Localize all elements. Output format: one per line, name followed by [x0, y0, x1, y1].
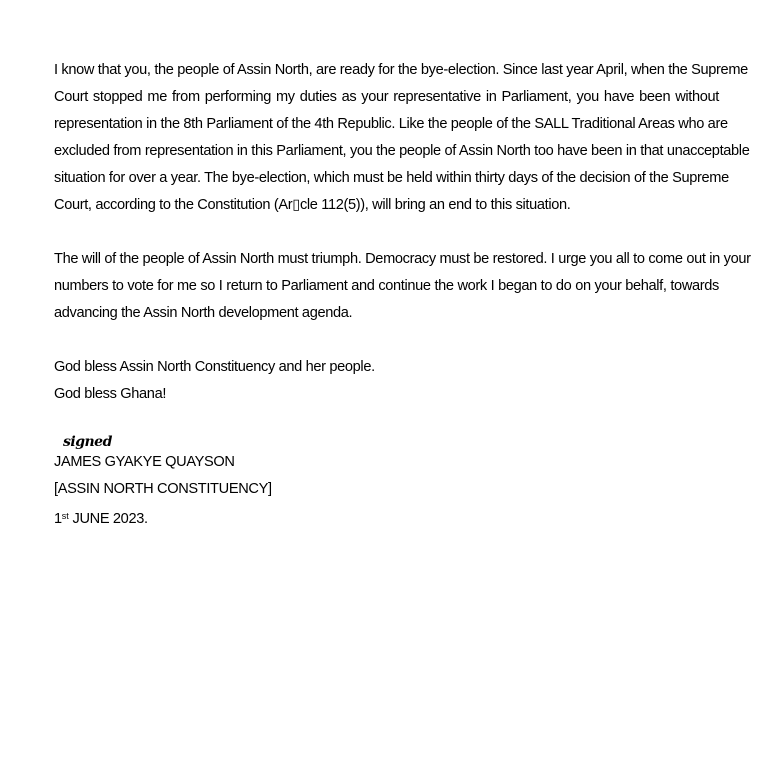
text-line: numbers to vote for me so I return to Parliament and continue the work I began to do on your behalf, towards [54, 278, 719, 294]
text-line: representation in the 8th Parliament of the 4th Republic. Like the people of the SALL Traditional Areas who are [54, 116, 728, 132]
date-day: 1 [54, 511, 62, 527]
date-suffix: st [61, 511, 69, 521]
document-page [54, 57, 751, 533]
text-line: advancing the Assin North development agenda. [54, 305, 353, 321]
signed-mark: signed [63, 434, 112, 450]
blessing-line: God bless Ghana! [54, 386, 167, 402]
paragraph-bye-election [54, 57, 750, 219]
signature-date [54, 503, 719, 533]
text-line: Court stopped me from performing my duties as your representative in Parliament, you have been without [54, 89, 719, 105]
text-line: I know that you, the people of Assin North, are ready for the bye-election. Since last year April, when the Supreme [54, 62, 748, 78]
text-line: excluded from representation in this Parliament, you the people of Assin North too have been in that unacceptable [54, 143, 750, 159]
text-line: Court, according to the Constitution (Ar▯cle 112(5)), will bring an end to this situation. [54, 197, 571, 213]
text-line: The will of the people of Assin North must triumph. Democracy must be restored. I urge you all to come out in your [54, 251, 751, 267]
signatory-name: JAMES GYAKYE QUAYSON [54, 454, 235, 470]
blessing-line: God bless Assin North Constituency and her people. [54, 359, 375, 375]
closing-blessings [54, 354, 719, 408]
text-line: situation for over a year. The bye-election, which must be held within thirty days of the decision of the Supreme [54, 170, 729, 186]
signatory-constituency: [ASSIN NORTH CONSTITUENCY] [54, 481, 272, 497]
paragraph-will-of-people [54, 246, 751, 327]
date-rest: JUNE 2023. [68, 511, 148, 527]
signature-block [54, 435, 719, 533]
